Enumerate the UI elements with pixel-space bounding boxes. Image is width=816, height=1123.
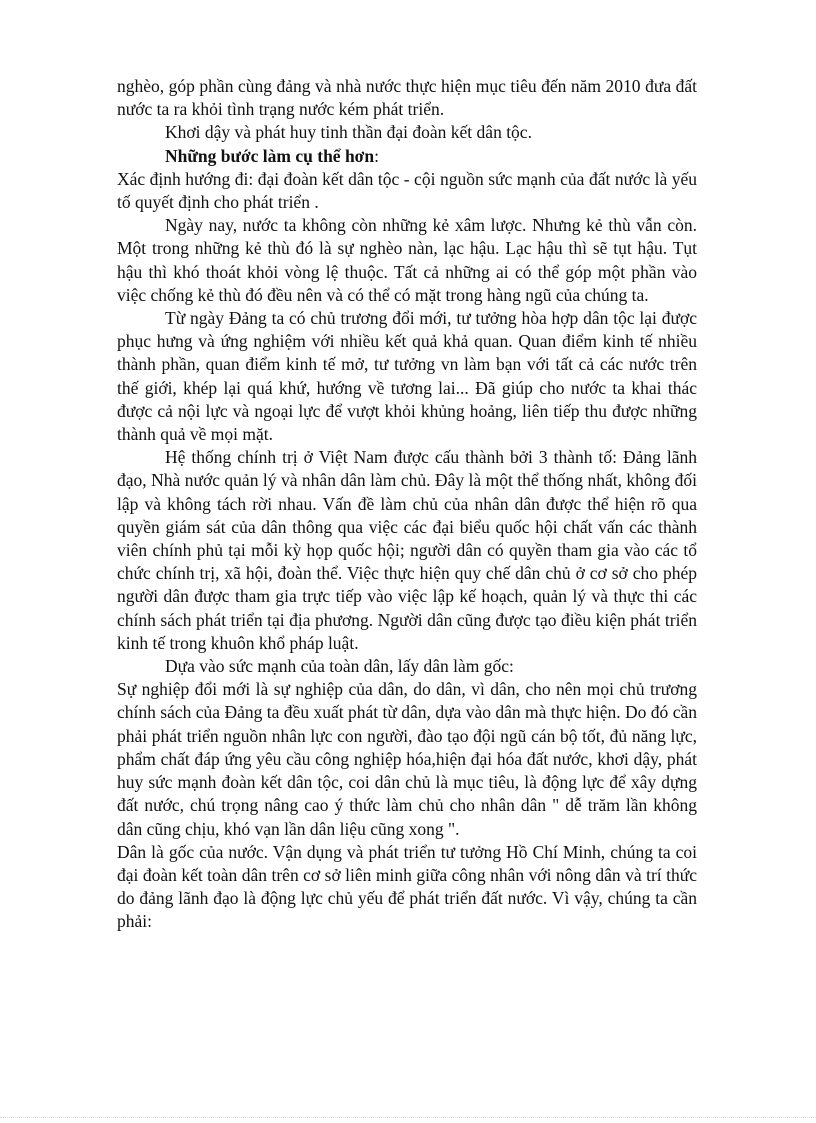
paragraph-4: Ngày nay, nước ta không còn những kẻ xâm lược. Nhưng kẻ thù vẫn còn. Một trong những kẻ thù đó là sự nghèo nàn, lạc hậu. Lạc hậu thì sẽ tụt hậu. Tụt hậu thì khó thoát khỏi vòng lệ thuộc. Tất cả những ai có thể góp một phần vào việc chống kẻ thù đó đều nên và có thể có mặt trong hàng ngũ của chúng ta. bbox=[117, 215, 697, 305]
section-heading bbox=[117, 145, 697, 168]
paragraph-7: Dựa vào sức mạnh của toàn dân, lấy dân làm gốc: bbox=[165, 656, 514, 677]
paragraph-3: Xác định hướng đi: đại đoàn kết dân tộc - cội nguồn sức mạnh của đất nước là yếu tố quyết định cho phát triển . bbox=[117, 168, 697, 213]
paragraph-6: Hệ thống chính trị ở Việt Nam được cấu thành bởi 3 thành tố: Đảng lãnh đạo, Nhà nước quản lý và nhân dân làm chủ. Đây là một thể thống nhất, không đối lập và không tách rời nhau. Vấn đề làm chủ của nhân dân được thể hiện rõ qua quyền giám sát của dân thông qua việc các đại biểu quốc hội chất vấn các thành viên chính phủ tại mỗi kỳ họp quốc hội; người dân có quyền tham gia vào các tổ chức chính trị, xã hội, đoàn thể. Việc thực hiện quy chế dân chủ ở cơ sở cho phép người dân được tham gia trực tiếp vào việc lập kế hoạch, quản lý và thực thi các chính sách phát triển tại địa phương. Người dân cũng được tạo điều kiện phát triển kinh tế trong khuôn khổ pháp luật. bbox=[117, 447, 697, 653]
paragraph-8: Sự nghiệp đổi mới là sự nghiệp của dân, do dân, vì dân, cho nên mọi chủ trương chính sách của Đảng ta đều xuất phát từ dân, dựa vào dân mà thực hiện. Do đó cần phải phát triển nguồn nhân lực con người, đào tạo đội ngũ cán bộ tốt, đủ năng lực, phẩm chất đáp ứng yêu cầu công nghiệp hóa,hiện đại hóa đất nước, khơi dậy, phát huy sức mạnh đoàn kết dân tộc, coi dân chủ là mục tiêu, là động lực để xây dựng đất nước, chú trọng nâng cao ý thức làm chủ cho nhân dân " dễ trăm lần không dân cũng chịu, khó vạn lần dân liệu cũng xong ". bbox=[117, 679, 697, 839]
paragraph-2: Khơi dậy và phát huy tinh thần đại đoàn kết dân tộc. bbox=[165, 122, 532, 143]
paragraph-9: Dân là gốc của nước. Vận dụng và phát triển tư tưởng Hồ Chí Minh, chúng ta coi đại đoàn kết toàn dân trên cơ sở liên minh giữa công nhân với nông dân và trí thức do đảng lãnh đạo là động lực chủ yếu để phát triển đất nước. Vì vậy, chúng ta cần phải: bbox=[117, 841, 697, 932]
section-heading-colon: : bbox=[374, 145, 379, 166]
page-footer-divider bbox=[0, 1117, 816, 1118]
paragraph-5: Từ ngày Đảng ta có chủ trương đổi mới, tư tưởng hòa hợp dân tộc lại được phục hưng và ứng nghiệm với nhiều kết quả khả quan. Quan điểm kinh tế nhiều thành phần, quan điểm kinh tế mở, tư tưởng vn làm bạn với tất cả các nước trên thế giới, khép lại quá khứ, hướng về tương lai... Đã giúp cho nước ta khai thác được cả nội lực và ngoại lực để vượt khỏi khủng hoảng, liên tiếp thu được những thành quả về mọi mặt. bbox=[117, 308, 697, 445]
paragraph-1: nghèo, góp phần cùng đảng và nhà nước thực hiện mục tiêu đến năm 2010 đưa đất nước ta ra khỏi tình trạng nước kém phát triển. bbox=[117, 76, 697, 120]
section-heading-text: Những bước làm cụ thể hơn bbox=[165, 145, 375, 166]
document-page bbox=[117, 75, 697, 934]
